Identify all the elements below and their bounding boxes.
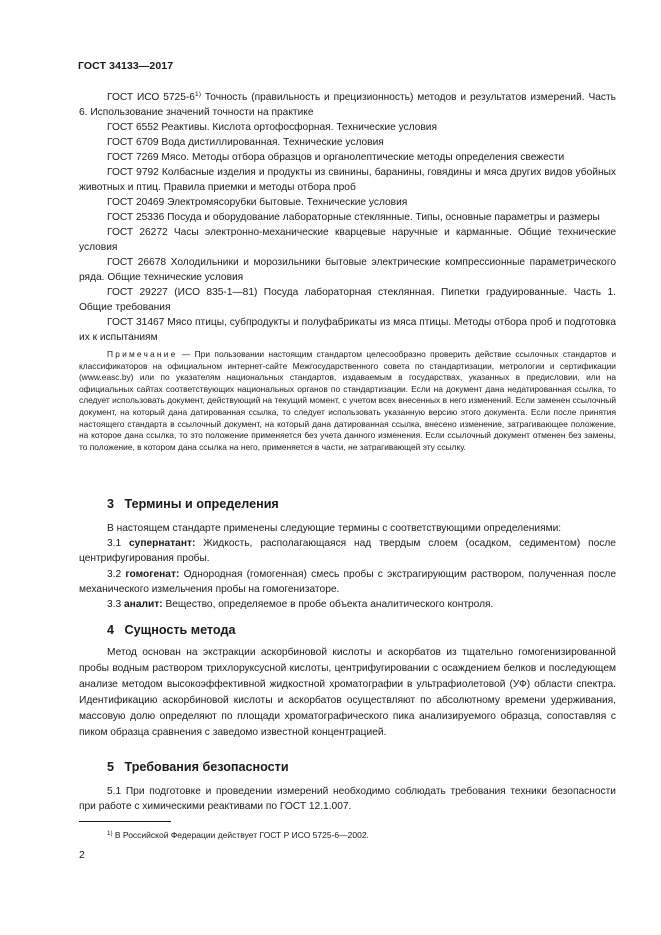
section-5-body — [79, 784, 616, 814]
term-def: Жидкость, располагающаяся над твердым слоем (осадком, седиментом) после центрифугирования пробы. — [79, 538, 616, 565]
term-name: супернатант: — [129, 538, 196, 550]
footnote-marker: 1) — [194, 91, 201, 98]
reference-text: ГОСТ ИСО 5725-6 — [107, 92, 195, 103]
term-definition — [79, 536, 616, 566]
reference-item: ГОСТ 20469 Электромясорубки бытовые. Технические условия — [107, 197, 408, 208]
term-definition — [79, 567, 616, 597]
note-paragraph — [79, 349, 616, 453]
section-intro: В настоящем стандарте применены следующие термины с соответствующими определениями: — [107, 523, 562, 534]
footnote-text: В Российской Федерации действует ГОСТ Р ИСО 5725-6—2002. — [112, 830, 369, 840]
note-text: — При пользовании настоящим стандартом целесообразно проверить действие ссылочных стандартов и классификаторов на официальном интернет-сайте Межгосударственного совета по стандартизации, метрологии и сертификации (www.easc.by) или по указателям национальных стандартов, издаваемым в государствах, указанных в предисловии, или на официальных сайтах соответствующих национальных органов по стандартизации. Если на документ дана недатированная ссылка, то следует использовать документ, действующий на текущий момент, с учетом всех внесенных в него изменений. Если заменен ссылочный документ, на который дана датированная ссылка, то следует использовать указанную версию этого документа. Если после принятия настоящего стандарта в ссылочный документ, на который дана датированная ссылка, внесено изменение, затрагивающее положение, на которое дана ссылка, то это положение применяется без учета данного изменения. Если ссылочный документ отменен без замены, то положение, в котором дана ссылка на него, применяется в части, не затрагивающей эту ссылку. — [79, 349, 616, 452]
page-number: 2 — [79, 849, 85, 861]
term-number: 3.1 — [107, 538, 122, 550]
term-name: аналит: — [124, 599, 163, 611]
section-text: Метод основан на экстракции аскорбиновой кислоты и аскорбатов из тщательно гомогенизированной пробы водным раствором трихлоруксусной кислоты, центрифугировании с осаждением белков и последующем анализе методом высокоэффективной жидкостной хроматографии в ультрафиолетовой (УФ) области спектра. Идентификацию аскорбиновой кислоты и аскорбатов осуществляют по абсолютному времени удерживания, массовую долю определяют по площади хроматографического пика анализируемого образца, сопоставляя с пиком образца сравнения с заведомо известной концентрацией. — [79, 647, 616, 738]
reference-item — [79, 90, 616, 120]
reference-item: ГОСТ 26678 Холодильники и морозильники бытовые электрические компрессионные параметрического ряда. Общие технические условия — [79, 257, 616, 283]
section-title: Сущность метода — [124, 623, 236, 637]
document-header: ГОСТ 34133—2017 — [78, 60, 174, 72]
section-3-heading — [107, 497, 279, 511]
reference-item: ГОСТ 26272 Часы электронно-механические кварцевые наручные и карманные. Общие технические условия — [79, 227, 616, 253]
section-4-body — [79, 645, 616, 741]
term-number: 3.2 — [107, 568, 122, 580]
reference-item: ГОСТ 25336 Посуда и оборудование лабораторные стеклянные. Типы, основные параметры и размеры — [107, 212, 600, 223]
term-def: Однородная (гомогенная) смесь пробы с экстрагирующим раствором, полученная после механического измельчения пробы на гомогенизаторе. — [79, 568, 616, 595]
section-number: 4 — [107, 623, 115, 637]
reference-item: ГОСТ 6552 Реактивы. Кислота ортофосфорная. Технические условия — [107, 122, 437, 133]
reference-item: ГОСТ 6709 Вода дистиллированная. Технические условия — [107, 137, 384, 148]
reference-text-cont: Точность (правильность и прецизионность) методов и результатов измерений. Часть 6. Использование значений точности на практике — [79, 92, 616, 118]
footnote-marker: 1) — [107, 830, 113, 837]
term-number: 3.3 — [107, 599, 122, 611]
normative-references-list — [79, 90, 616, 345]
footnote — [107, 830, 369, 840]
references-note — [79, 349, 616, 453]
reference-item: ГОСТ 31467 Мясо птицы, субпродукты и полуфабрикаты из мяса птицы. Методы отбора проб и подготовка их к испытаниям — [79, 317, 616, 343]
section-number: 5 — [107, 760, 115, 774]
reference-item: ГОСТ 29227 (ИСО 835-1—81) Посуда лабораторная стеклянная. Пипетки градуированные. Часть 1. Общие требования — [79, 287, 616, 313]
section-title: Термины и определения — [124, 497, 279, 511]
section-title: Требования безопасности — [124, 760, 289, 774]
term-def: Вещество, определяемое в пробе объекта аналитического контроля. — [162, 599, 494, 611]
section-4-heading — [107, 623, 235, 637]
footnote-separator — [79, 821, 171, 822]
section-5-heading — [107, 760, 289, 774]
reference-item: ГОСТ 7269 Мясо. Методы отбора образцов и органолептические методы определения свежести — [107, 152, 565, 163]
term-definition — [79, 597, 616, 612]
reference-item: ГОСТ 9792 Колбасные изделия и продукты из свинины, баранины, говядины и мяса других видов убойных животных и птиц. Правила приемки и методы отбора проб — [79, 167, 616, 193]
section-number: 3 — [107, 497, 115, 511]
term-name: гомогенат: — [125, 568, 180, 580]
note-label: Примечание — [107, 349, 178, 359]
section-3-body — [79, 521, 616, 612]
section-text: 5.1 При подготовке и проведении измерений необходимо соблюдать требования техники безопасности при работе с химическими реактивами по ГОСТ 12.1.007. — [79, 786, 616, 813]
